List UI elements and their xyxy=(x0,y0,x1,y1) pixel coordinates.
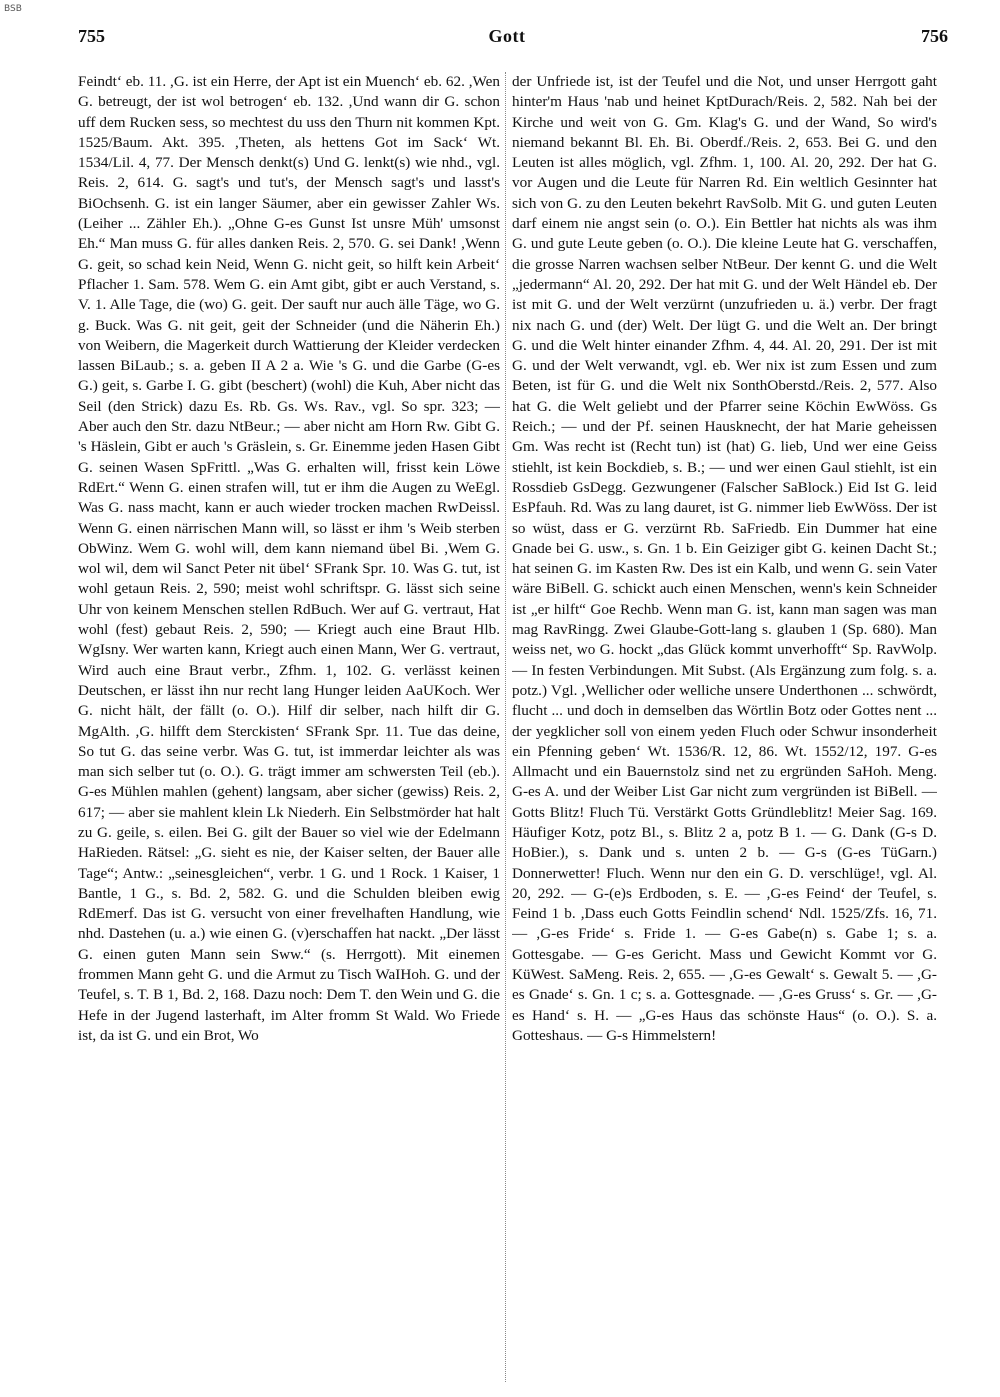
library-stamp: BSB xyxy=(4,4,22,14)
page-number-left: 755 xyxy=(78,26,105,46)
left-column-text: Feindt‘ eb. 11. ,G. ist ein Herre, der Apt ist ein Muench‘ eb. 62. ,Wen G. betreugt, der ist wol betrogen‘ eb. 132. ,Und wann dir G. schon uff dem Rucken sess, so mechtest du uss den Thurn nit kommen Kpt. 1525/Baum. Akt. 395. ,Theten, als hettens Got im Sack‘ Wt. 1534/Lil. 4, 77. Der Mensch denkt(s) Und G. lenkt(s) wie nhd., vgl. Reis. 2, 614. G. sagt's und tut's, der Mensch sagt's und lasst's BiOchsenh. G. ist ein langer Säumer, aber ein gewisser Zahler Ws. (Leiher ... Zähler Eh.). „Ohne G-es Gunst Ist unsre Müh' umsonst Eh.“ Man muss G. für alles danken Reis. 2, 570. G. sei Dank! ,Wenn G. geit, so schad kein Neid, Wenn G. nicht geit, so hilft kein Arbeit‘ Pflacher 1. Sam. 578. Wem G. ein Amt gibt, gibt er auch Verstand, s. V. 1. Alle Tage, die (wo) G. geit. Der sauft nur auch älle Täge, wo G. g. Buck. Was G. nit geit, geit der Schneider (und die Näherin Eh.) von Weibern, die Magerkeit durch Wattierung der Kleider verdecken lassen BiLaub.; s. a. geben II A 2 a. Wie 's G. und die Garbe (G-es G.) geit, s. Garbe I. G. gibt (beschert) (wohl) die Kuh, Aber nicht das Seil (den Strick) dazu Es. Rb. Gs. Ws. Rav., vgl. So spr. 323; — Aber auch den Str. dazu NtBeur.; — aber nicht am Horn Rw. Gibt G. 's Häslein, Gibt er auch 's Gräslein, s. Gr. Einemme jeden Hasen Gibt G. seinen Wasen SpFrittl. „Was G. erhalten will, frisst kein Löwe RdErt.“ Wenn G. einen strafen will, tut er ihm die Augen zu WeEgl. Was G. nass macht, kann er auch wieder trocken machen RwDeissl. Wenn G. einen närrischen Mann will, so lässt er ihm 's Weib sterben ObWinz. Wem G. wohl will, dem kann niemand übel Bi. ,Wem G. wol wil, dem wil Sanct Peter nit übel‘ SFrank Spr. 10. Was G. tut, ist wohl getaun Reis. 2, 590; meist wohl schriftspr. G. lässt sich seine Uhr von keinem Menschen stellen RdBuch. Wer auf G. vertraut, Hat wohl (fest) gebaut Reis. 2, 590; — Kriegt auch eine Braut Hlb. WgIsny. Wer warten kann, Kriegt auch einen Mann, Wer G. vertraut, Wird auch eine Braut verbr., Zfhm. 1, 102. G. verlässt keinen Deutschen, er lässt ihn nur recht lang Hunger leiden AaUKoch. Wer G. nicht hält, der fällt (o. O.). Hilf dir selber, nach hilft dir G. MgAlth. ,G. hilfft dem Sterckisten‘ SFrank Spr. 11. Tue das deine, So tut G. das seine verbr. Was G. tut, ist immerdar leichter als was man sich selber tut (o. O.). G. trägt immer am schwersten Teil (eb.). G-es Mühlen mahlen (gehent) langsam, aber sicher (gewiss) Reis. 2, 617; — aber sie mahlent klein Lk Niederh. Ein Selbstmörder hat halt zu G. geile, s. eilen. Bei G. gilt der Bauer so viel wie der Edelmann HaRieden. Rätsel: „G. sieht es nie, der Kaiser selten, der Bauer alle Tage“; Antw.: „seinesgleichen“, verbr. 1 G. und 1 Rock. 1 Kaiser, 1 Bantle, 1 G., s. Bd. 2, 582. G. und die Schulden bleiben ewig RdEmerf. Das ist G. versucht von einer frevelhaften Handlung, wie nhd. Dastehen (u. a.) wie einen G. (v)erschaffen hat nackt. „Der lässt G. einen guten Mann sein Sww.“ (s. Herrgott). Mit einemen frommen Mann geht G. und die Armut zu Tisch WaIHoh. G. und der Teufel, s. T. B 1, Bd. 2, 168. Dazu noch: Dem T. den Wein und G. die Hefe in der Jugend lasterhaft, im Alter fromm St Wald. Wo Friede ist, da ist G. und ein Brot, Wo xyxy=(78,73,500,1044)
column-divider xyxy=(505,72,506,1382)
left-column xyxy=(78,72,500,1387)
page-title: Gott xyxy=(488,26,526,46)
page-number-right: 756 xyxy=(921,26,948,46)
right-column-text: der Unfriede ist, ist der Teufel und die Not, und unser Herrgott gaht hinter'm Haus 'nab und heinet KptDurach/Reis. 2, 582. Nah bei der Kirche und weit von G. Gm. Klag's G. und der Wand, So wird's niemand bekannt Bl. Eh. Bi. Oberdf./Reis. 2, 653. Bei G. und den Leuten ist alles möglich, vgl. Zfhm. 1, 100. Al. 20, 292. Der hat G. vor Augen und die Leute für Narren Rd. Ein weltlich Gesinnter hat sich von G. zu den Leuten bekehrt RavSolb. Mit G. und guten Leuten darf einem nie angst sein (o. O.). Ein Bettler hat nichts als was ihm G. und gute Leute geben (o. O.). Die kleine Leute hat G. verschaffen, die grosse Narren wachsen selber NtBeur. Der kennt G. und die Welt „jedermann“ Al. 20, 292. Der hat mit G. und der Welt Händel eb. Der ist mit G. und der Welt verzürnt (unzufrieden u. ä.) verbr. Der fragt nix nach G. und (der) Welt. Der lügt G. und die Welt an. Der bringt G. und die Welt hinter einander Zfhm. 4, 44. Al. 20, 291. Der ist mit G. und der Welt verwandt, vgl. eb. Wer nix ist zum Essen und zum Beten, ist für G. und die Welt nix SonthOberstd./Reis. 2, 577. Also hat G. die Welt geliebt und der Pfarrer seine Köchin EwWöss. Gs Reich.; — und der Pf. seinen Hausknecht, der hat Marie geheissen Gm. Was recht ist (Recht tun) ist (hat) G. lieb, Und wer eine Geiss stiehlt, ist kein Bockdieb, s. B.; — und wer einen Gaul stiehlt, ist ein Rossdieb GsDegg. Gezwungener (Falscher SaBlock.) Eid Ist G. leid EsPfauh. Rd. Was zu lang dauret, ist G. nimmer lieb EwWöss. Der ist so wüst, dass er G. verzürnt Rb. SaFriedb. Ein Dummer hat eine Gnade bei G. usw., s. Gn. 1 b. Ein Geiziger gibt G. keinen Dacht St.; hat seinen G. im Kasten Rw. Des ist ein Kalb, und wenn G. sein Vater wäre BiBell. G. schickt auch einen Menschen, wenn's kein Schneider ist „er hilft“ Goe Rechb. Wenn man G. ist, kann man sagen was man mag RavRingg. Zwei Glaube-Gott-lang s. glauben 1 (Sp. 680). Man weiss net, wo G. hockt „das Glück kommt unverhofft“ Sp. RavWolp. — In festen Verbindungen. Mit Subst. (Als Ergänzung zum folg. s. a. potz.) Vgl. ,Wellicher oder welliche unsere Underthonen ... schwördt, flucht ... und doch in demselben das Wörtlin Botz oder Gottes nent ... der yegklicher soll von einem yeden Fluch oder Schwur insonderheit ein Pfenning geben‘ Wt. 1536/R. 12, 86. Wt. 1552/12, 197. G-es Allmacht und ein Bauernstolz sind net zu ergründen SaHoh. Meng. G-es A. und der Weiber List Gar nicht zum vergründen ist BiBell. — Gotts Blitz! Fluch Tü. Verstärkt Gotts Gründleblitz! Meier Sag. 169. Häufiger Kotz, potz Bl., s. Blitz 2 a, potz B 1. — G. Dank (G-s D. HoBier.), s. Dank und s. unten 2 b. — G-s (G-es TüGarn.) Donnerwetter! Fluch. Wenn nur den ein G. D. verschlüge!, vgl. Al. 20, 292. — G-(e)s Erdboden, s. E. — ,G-es Feind‘ der Teufel, s. Feind 1 b. ,Dass euch Gotts Feindlin schend‘ Ndl. 1525/Zfs. 16, 71. — ,G-es Fride‘ s. Fride 1. — G-es Gabe(n) s. Gabe 1; s. a. Gottesgabe. — G-es Gericht. Mass und Gewicht Kommt vor G. KüWest. SaMeng. Reis. 2, 655. — ,G-es Gewalt‘ s. Gewalt 5. — ,G-es Gnade‘ s. Gn. 1 c; s. a. Gottesgnade. — ,G-es Gruss‘ s. Gr. — ,G-es Hand‘ s. H. — „G-es Haus das schönste Haus“ (o. O.). S. a. Gotteshaus. — G-s Himmelstern! xyxy=(512,73,937,1044)
page-header xyxy=(72,26,948,54)
right-column xyxy=(512,72,937,1387)
